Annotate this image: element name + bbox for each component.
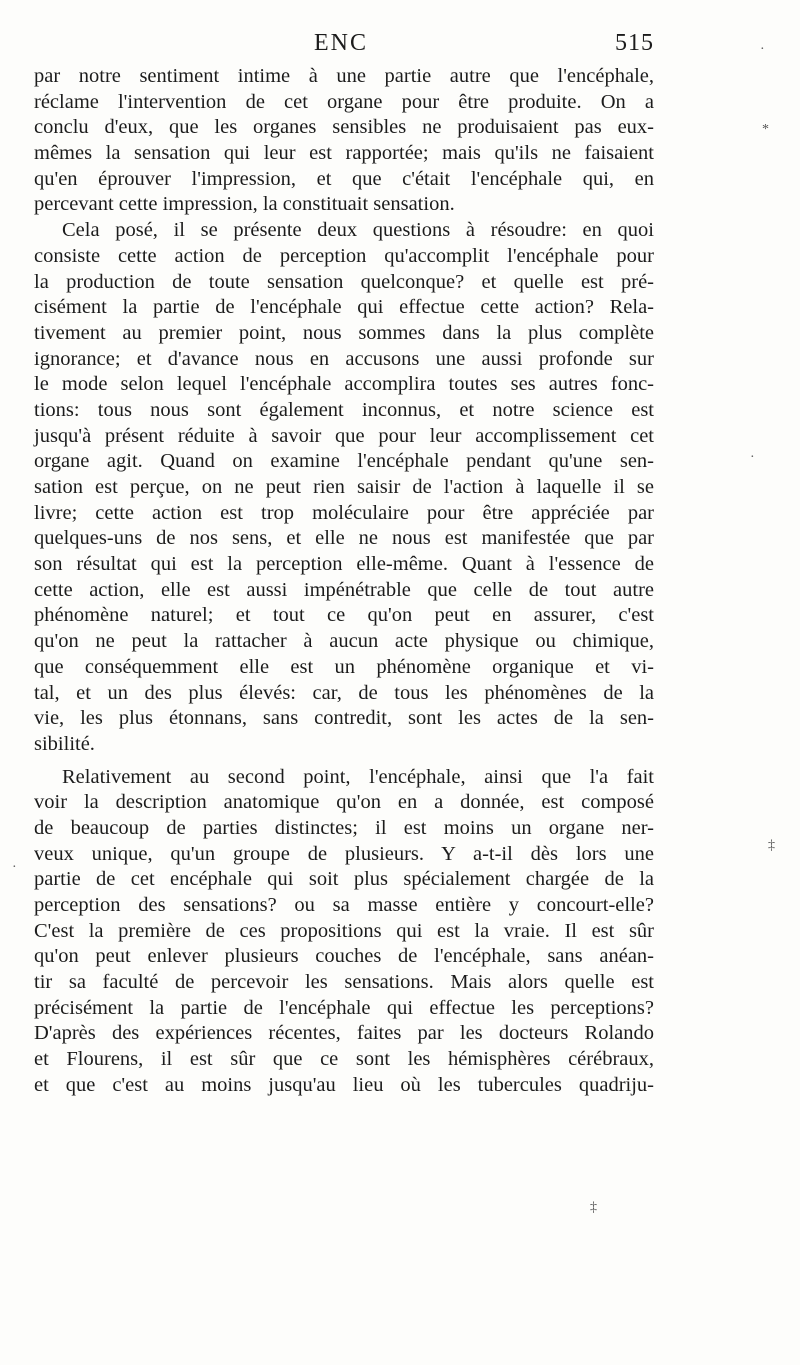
- running-head: [34, 30, 654, 60]
- text-line: quelques-uns de nos sens, et elle ne nous est manifestée que par: [34, 527, 654, 550]
- text-line: tir sa faculté de percevoir les sensations. Mais alors quelle est: [34, 971, 654, 994]
- text-line: que conséquemment elle est un phénomène organique et vi-: [34, 655, 654, 678]
- text-line: réclame l'intervention de cet organe pour être produite. On a: [34, 90, 654, 113]
- paragraph-3: [34, 765, 654, 1099]
- text-line: qu'en éprouver l'impression, et que c'était l'encéphale qui, en: [34, 167, 654, 190]
- text-line: phénomène naturel; et tout ce qu'on peut en assurer, c'est: [34, 604, 654, 627]
- scan-speck: ·: [760, 42, 765, 57]
- text-line: qu'on ne peut la rattacher à aucun acte physique ou chimique,: [34, 630, 654, 653]
- paragraph-spacer: [34, 758, 654, 765]
- text-line: mêmes la sensation qui leur est rapportée; mais qu'ils ne faisaient: [34, 142, 654, 165]
- text-line: cette action, elle est aussi impénétrable que celle de tout autre: [34, 578, 654, 601]
- text-line: C'est la première de ces propositions qui est la vraie. Il est sûr: [34, 919, 654, 942]
- text-line: cisément la partie de l'encéphale qui effectue cette action? Rela-: [34, 296, 654, 319]
- text-line: veux unique, qu'un groupe de plusieurs. Y a-t-il dès lors une: [34, 842, 654, 865]
- text-line: partie de cet encéphale qui soit plus spécialement chargée de la: [34, 868, 654, 891]
- text-line: vie, les plus étonnans, sans contredit, sont les actes de la sen-: [34, 707, 654, 730]
- paragraph-1: [34, 64, 654, 218]
- text-line: la production de toute sensation quelconque? et quelle est pré-: [34, 270, 654, 293]
- text-line: et que c'est au moins jusqu'au lieu où les tubercules quadriju-: [34, 1073, 654, 1096]
- page-number: 515: [615, 30, 654, 56]
- scan-speck: ‡: [590, 1200, 597, 1215]
- scan-speck: ·: [12, 860, 17, 875]
- text-line: perception des sensations? ou sa masse entière y concourt-elle?: [34, 894, 654, 916]
- body-text: [34, 64, 654, 1099]
- text-line: précisément la partie de l'encéphale qui effectue les perceptions?: [34, 996, 654, 1019]
- text-line: Cela posé, il se présente deux questions à résoudre: en quoi: [62, 219, 654, 242]
- text-line: sation est perçue, on ne peut rien saisir de l'action à laquelle il se: [34, 476, 654, 498]
- text-line: conclu d'eux, que les organes sensibles ne produisaient pas eux-: [34, 116, 654, 139]
- text-line: Relativement au second point, l'encéphale, ainsi que l'a fait: [62, 765, 654, 788]
- text-line: voir la description anatomique qu'on en a donnée, est composé: [34, 791, 654, 814]
- running-head-title: ENC: [314, 30, 368, 56]
- text-line: le mode selon lequel l'encéphale accomplira toutes ses autres fonc-: [34, 373, 654, 396]
- text-line: jusqu'à présent réduite à savoir que pour leur accomplissement cet: [34, 424, 654, 447]
- text-line: qu'on peut enlever plusieurs couches de l'encéphale, sans anéan-: [34, 945, 654, 968]
- text-line: tivement au premier point, nous sommes dans la plus complète: [34, 321, 654, 344]
- text-line: son résultat qui est la perception elle-même. Quant à l'essence de: [34, 553, 654, 576]
- text-line: par notre sentiment intime à une partie autre que l'encéphale,: [34, 65, 654, 87]
- scan-speck: ·: [750, 450, 755, 465]
- text-line: percevant cette impression, la constituait sensation.: [34, 193, 455, 216]
- text-line: organe agit. Quand on examine l'encéphale pendant qu'une sen-: [34, 450, 654, 473]
- paragraph-2: [34, 218, 654, 757]
- text-line: de beaucoup de parties distinctes; il est moins un organe ner-: [34, 816, 654, 839]
- scan-speck: *: [762, 122, 769, 137]
- text-line: et Flourens, il est sûr que ce sont les hémisphères cérébraux,: [34, 1048, 654, 1071]
- scan-speck: ‡: [768, 838, 775, 853]
- text-line: consiste cette action de perception qu'accomplit l'encéphale pour: [34, 244, 654, 267]
- text-line: D'après des expériences récentes, faites par les docteurs Rolando: [34, 1022, 654, 1045]
- text-line: sibilité.: [34, 732, 95, 755]
- text-line: tal, et un des plus élevés: car, de tous les phénomènes de la: [34, 681, 654, 704]
- text-line: ignorance; et d'avance nous en accusons une aussi profonde sur: [34, 347, 654, 370]
- text-line: livre; cette action est trop moléculaire pour être appréciée par: [34, 501, 654, 524]
- text-line: tions: tous nous sont également inconnus, et notre science est: [34, 398, 654, 421]
